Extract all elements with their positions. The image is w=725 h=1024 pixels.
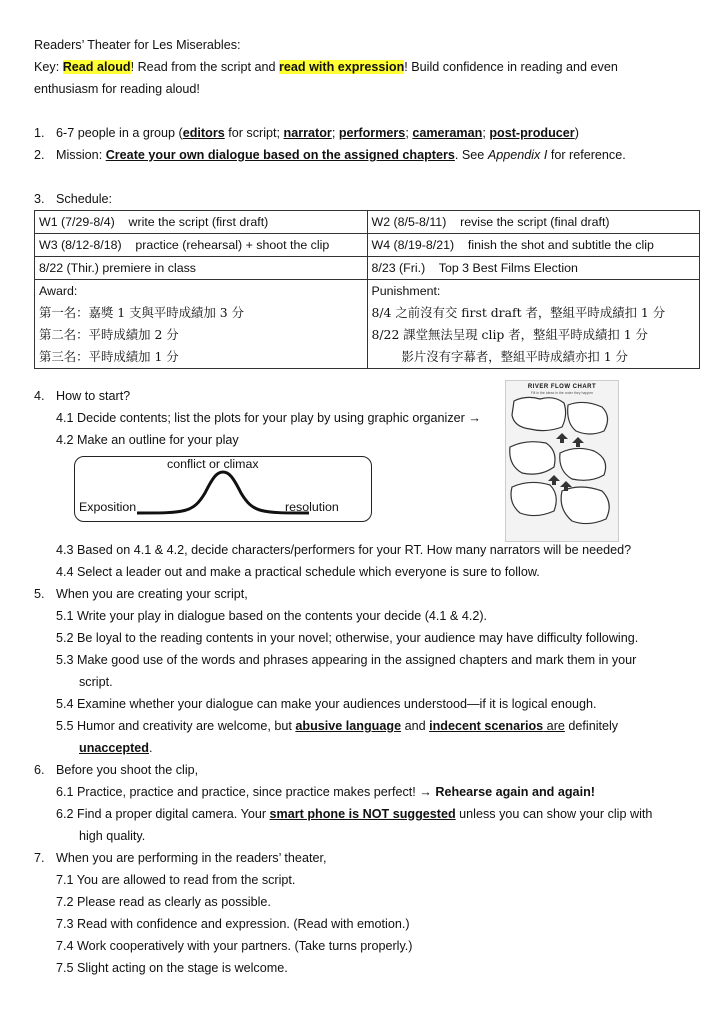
item-number: 6. <box>34 763 45 777</box>
list-item-1 <box>34 122 694 144</box>
award-second: 第二名：平時成績加 2 分 <box>39 327 179 342</box>
role-editors: editors <box>182 126 225 140</box>
item-number: 1. <box>34 126 45 140</box>
item-text <box>56 122 579 144</box>
punishment-3: 影片沒有字幕者，整組平時成績亦扣 1 分 <box>401 349 628 364</box>
text-run: 5.5 Humor and creativity are welcome, but <box>56 719 296 733</box>
sub-item-continued: script. <box>79 675 113 689</box>
item-text: How to start? <box>56 389 131 403</box>
table-row <box>35 234 700 257</box>
sub-item: 7.1 You are allowed to read from the script. <box>56 873 296 887</box>
role-performers: performers <box>338 126 406 140</box>
item-text: When you are performing in the readers’ theater, <box>56 851 327 865</box>
table-row <box>35 211 700 234</box>
text-run: for script; <box>224 126 284 140</box>
item-number: 4. <box>34 389 45 403</box>
sub-item: 4.1 Decide contents; list the plots for your play by using graphic organizer → <box>56 411 481 425</box>
sub-item: 5.3 Make good use of the words and phrases appearing in the assigned chapters and mark them in your <box>56 653 637 667</box>
doc-title: Readers’ Theater for Les Miserables: <box>34 38 241 52</box>
item-number: 5. <box>34 587 45 601</box>
award-heading: Award: <box>39 284 78 298</box>
item-number: 7. <box>34 851 45 865</box>
punishment-2: 8/22 課堂無法呈現 clip 者，整組平時成績扣 1 分 <box>371 327 648 342</box>
mission-emphasis: Create your own dialogue based on the assigned chapters <box>105 148 455 162</box>
highlight-read-aloud: Read aloud <box>62 60 131 74</box>
table-row <box>35 257 700 280</box>
highlight-read-with-expression: read with expression <box>279 60 405 74</box>
appendix-reference: Appendix I <box>487 148 548 162</box>
climax-label: conflict or climax <box>167 457 259 471</box>
text-run: and <box>401 719 430 733</box>
text-run: unless you can show your clip with <box>455 807 653 821</box>
table-cell: W2 (8/5-8/11) revise the script (final draft) <box>367 211 700 234</box>
item-number: 3. <box>34 192 45 206</box>
list-item-7 <box>34 847 694 869</box>
sub-item: 5.4 Examine whether your dialogue can make your audiences understood—if it is logical enough. <box>56 697 597 711</box>
schedule-table <box>34 210 700 369</box>
emphasis-abusive-language: abusive language <box>295 719 402 733</box>
role-narrator: narrator <box>283 126 332 140</box>
river-flow-chart-image <box>505 380 619 542</box>
text-run: are <box>543 719 565 733</box>
organizer-shapes <box>506 381 618 541</box>
list-item-5 <box>34 583 694 605</box>
item-text: Before you shoot the clip, <box>56 763 199 777</box>
list-item-2 <box>34 144 694 166</box>
item-text <box>56 144 626 166</box>
sub-item-continued: high quality. <box>79 829 146 843</box>
item-text: Schedule: <box>56 192 113 206</box>
sub-item: 4.3 Based on 4.1 & 4.2, decide characters/performers for your RT. How many narrators will be needed? <box>56 543 632 557</box>
text-run: ; <box>405 126 413 140</box>
list-item-6 <box>34 759 694 781</box>
item-number: 2. <box>34 148 45 162</box>
award-first: 第一名：嘉獎 1 支與平時成績加 3 分 <box>39 305 244 320</box>
list-item-3 <box>34 188 694 210</box>
sub-item: 4.2 Make an outline for your play <box>56 433 239 447</box>
sub-item: 7.3 Read with confidence and expression. (Read with emotion.) <box>56 917 410 931</box>
role-post-producer: post-producer <box>489 126 575 140</box>
award-cell <box>35 280 368 369</box>
sub-item: 7.4 Work cooperatively with your partners. (Take turns properly.) <box>56 939 413 953</box>
sub-item: 7.2 Please read as clearly as possible. <box>56 895 271 909</box>
punishment-1: 8/4 之前沒有交 first draft 者，整組平時成績扣 1 分 <box>371 305 666 320</box>
emphasis-unaccepted: unaccepted <box>79 741 149 755</box>
sub-item-continued <box>34 737 694 759</box>
text-run: for reference. <box>547 148 626 162</box>
exposition-label: Exposition <box>79 500 137 514</box>
text-run: . <box>149 741 153 755</box>
organizer-subtitle: Fill in the ideas in the order they happen <box>530 391 594 395</box>
sub-item: 7.5 Slight acting on the stage is welcome. <box>56 961 288 975</box>
sub-item: 5.1 Write your play in dialogue based on the contents your decide (4.1 & 4.2). <box>56 609 488 623</box>
text-run: definitely <box>564 719 619 733</box>
item-text: When you are creating your script, <box>56 587 248 601</box>
text-run: 6.1 Practice, practice and practice, since practice makes perfect! → <box>56 785 436 799</box>
text-run: ) <box>574 126 579 140</box>
emphasis-smart-phone: smart phone is NOT suggested <box>269 807 456 821</box>
plot-curve-diagram <box>74 456 372 522</box>
sub-item <box>34 781 694 803</box>
text-run: . See <box>454 148 488 162</box>
sub-item <box>34 715 694 737</box>
emphasis-indecent-scenarios: indecent scenarios <box>429 719 544 733</box>
punishment-heading: Punishment: <box>371 284 441 298</box>
punishment-cell <box>367 280 700 369</box>
text-run: ; <box>331 126 339 140</box>
table-cell: 8/23 (Fri.) Top 3 Best Films Election <box>367 257 700 280</box>
sub-item: 5.2 Be loyal to the reading contents in your novel; otherwise, your audience may have difficulty following. <box>56 631 639 645</box>
key-prefix: Key: <box>34 60 63 74</box>
text-run: 6-7 people in a group ( <box>56 126 183 140</box>
key-line-2: enthusiasm for reading aloud! <box>34 82 200 96</box>
award-third: 第三名：平時成績加 1 分 <box>39 349 179 364</box>
resolution-label: resolution <box>285 500 339 514</box>
text-run: Mission: <box>56 148 106 162</box>
sub-item: 4.4 Select a leader out and make a practical schedule which everyone is sure to follow. <box>56 565 540 579</box>
table-cell: W3 (8/12-8/18) practice (rehearsal) + shoot the clip <box>35 234 368 257</box>
role-cameraman: cameraman <box>412 126 483 140</box>
organizer-title: RIVER FLOW CHART <box>527 384 597 390</box>
text-run: 6.2 Find a proper digital camera. Your <box>56 807 270 821</box>
text-run: ; <box>482 126 490 140</box>
key-line <box>34 56 694 78</box>
table-cell: W4 (8/19-8/21) finish the shot and subtitle the clip <box>367 234 700 257</box>
table-cell: 8/22 (Thir.) premiere in class <box>35 257 368 280</box>
key-suffix: ! Build confidence in reading and even <box>404 60 618 74</box>
table-cell: W1 (7/29-8/4) write the script (first draft) <box>35 211 368 234</box>
table-row <box>35 280 700 369</box>
sub-item <box>34 803 694 825</box>
emphasis-rehearse: Rehearse again and again! <box>435 785 595 799</box>
key-mid: ! Read from the script and <box>130 60 279 74</box>
